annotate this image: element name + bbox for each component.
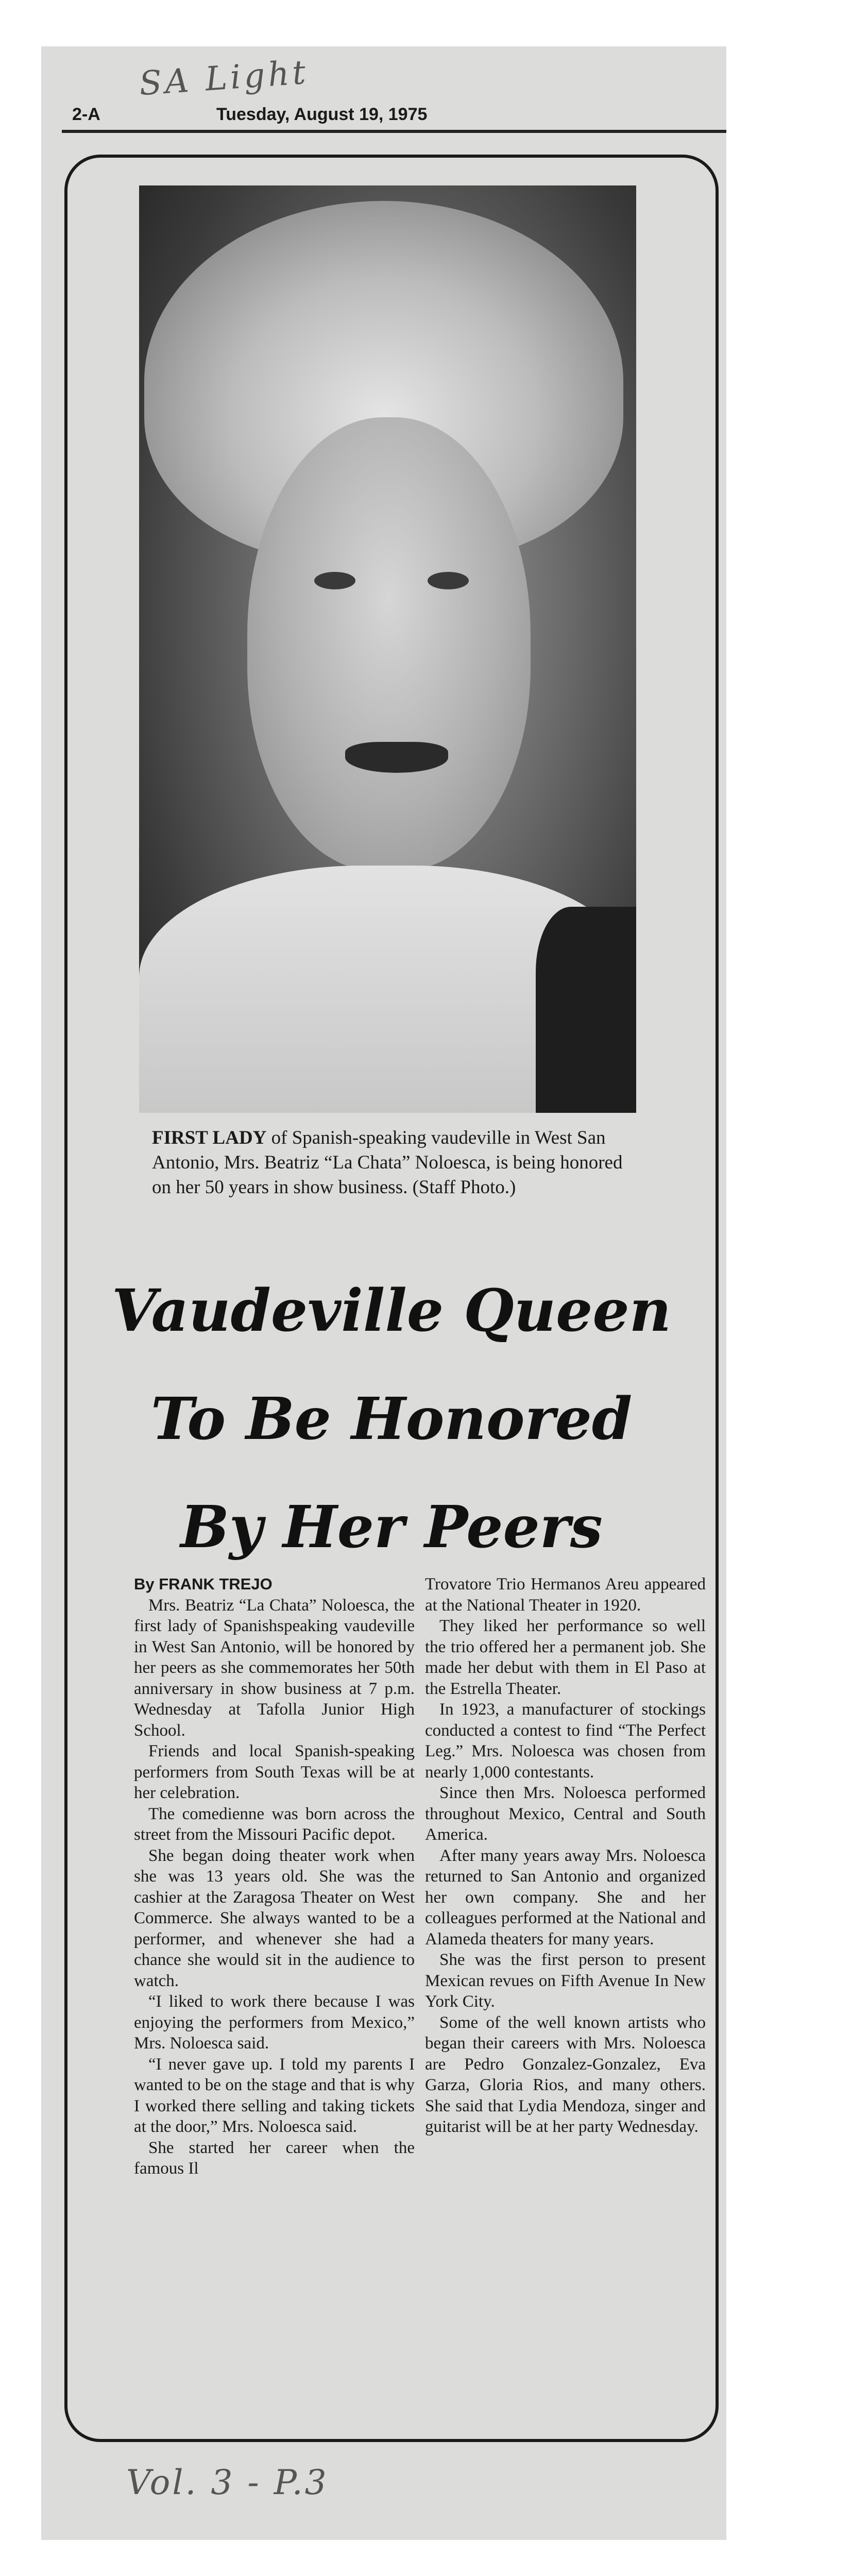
header-rule [62,130,726,133]
caption-lead: FIRST LADY [152,1127,267,1148]
article-column-right [425,1574,706,2138]
paragraph: Mrs. Beatriz “La Chata” Noloesca, the first lady of Spanishspeaking vaudeville in West San Antonio, will be honored by her peers as she commemorates her 50th anniversary in show business at 7 p.m. Wednesday at Tafolla Junior High School. [134,1596,415,1740]
paragraph: She began doing theater work when she was 13 years old. She was the cashier at the Zaragosa Theater on West Commerce. She always wanted to be a performer, and whenever she had a chance she would sit in the audience to watch. [134,1846,415,1990]
paragraph: The comedienne was born across the street from the Missouri Pacific depot. [134,1804,415,1844]
headline-line-1: Vaudeville Queen [111,1277,672,1345]
article-column-left [134,1574,415,2179]
handwritten-note-bottom: Vol. 3 - P.3 [126,2463,329,2502]
byline: By FRANK TREJO [134,1575,273,1593]
paragraph: “I liked to work there because I was enjoying the performers from Mexico,” Mrs. Noloesca said. [134,1992,415,2053]
photo-face [247,417,531,871]
paragraph: She was the first person to present Mexican revues on Fifth Avenue In New York City. [425,1951,706,2011]
paragraph: Some of the well known artists who began their careers with Mrs. Noloesca are Pedro Gonzalez-Gonzalez, Eva Garza, Gloria Rios, and many others. She said that Lydia Mendoza, singer and guitarist will be at her party Wednesday. [425,2013,706,2136]
page-number: 2-A [72,105,100,124]
headline-line-3: By Her Peers [180,1494,603,1561]
paragraph: They liked her performance so well the trio offered her a permanent job. She made her debut with them in El Paso at the Estrella Theater. [425,1617,706,1698]
photo-caption [152,1126,628,1200]
paragraph: Since then Mrs. Noloesca performed throughout Mexico, Central and South America. [425,1784,706,1844]
photo-jacket [536,907,636,1113]
portrait-photo [139,185,636,1113]
handwritten-note-top: SA Light [138,53,310,104]
headline [72,1257,711,1582]
issue-date: Tuesday, August 19, 1975 [216,105,428,124]
paragraph: Trovatore Trio Hermanos Areu appeared at the National Theater in 1920. [425,1575,706,1615]
photo-mouth [345,742,448,773]
paragraph: She started her career when the famous Il [134,2138,415,2178]
paragraph: Friends and local Spanish-speaking performers from South Texas will be at her celebration. [134,1742,415,1802]
photo-eye-right [428,572,469,589]
page-header [62,100,726,131]
photo-eye-left [314,572,355,589]
paragraph: In 1923, a manufacturer of stockings conducted a contest to find “The Perfect Leg.” Mrs. Noloesca was chosen from nearly 1,000 contestants. [425,1700,706,1782]
headline-line-2: To Be Honored [150,1385,633,1453]
caption-text: of Spanish-speaking vaudeville in West San Antonio, Mrs. Beatriz “La Chata” Noloesca, is being honored on her 50 years in show business. (Staff Photo.) [152,1127,623,1198]
paragraph: “I never gave up. I told my parents I wanted to be on the stage and that is why I worked there selling and taking tickets at the door,” Mrs. Noloesca said. [134,2055,415,2136]
paragraph: After many years away Mrs. Noloesca returned to San Antonio and organized her own company. She and her colleagues performed at the National and Alameda theaters for many years. [425,1846,706,1948]
